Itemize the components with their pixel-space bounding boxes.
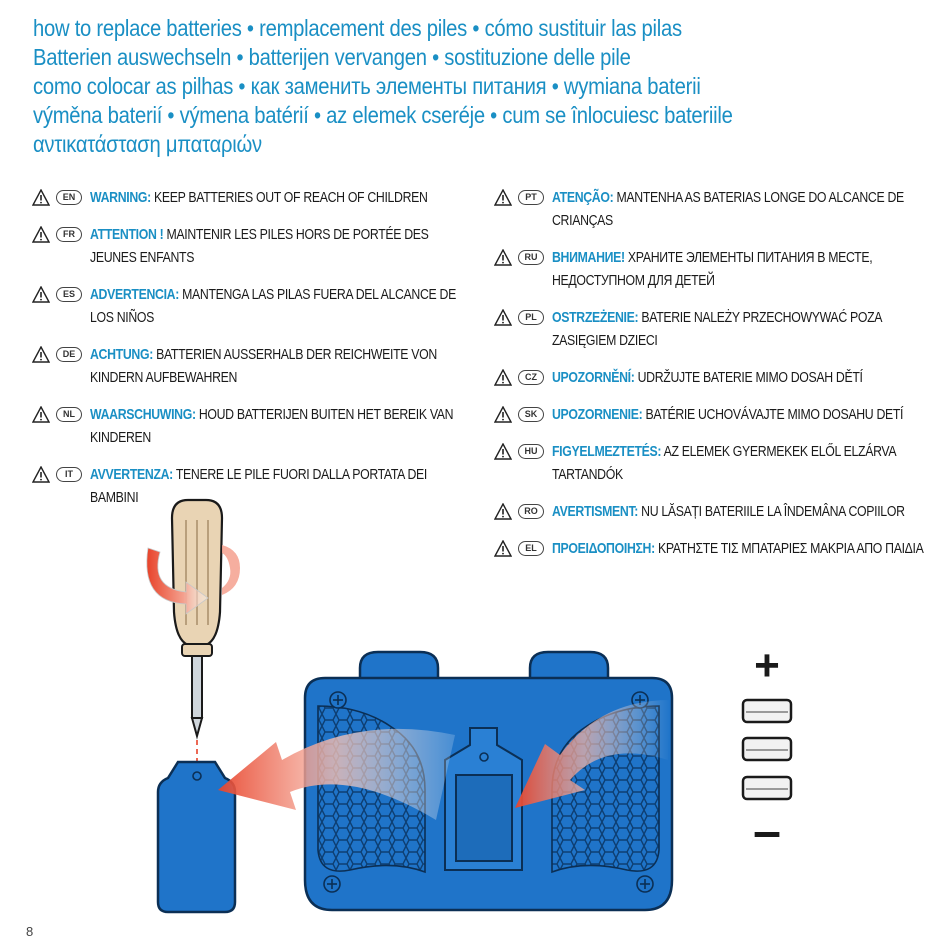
warning-message: MAINTENIR LES PILES HORS DE PORTÉE DES JEUNES ENFANTS <box>90 226 429 266</box>
language-code-badge: FR <box>56 227 82 242</box>
screwdriver-icon <box>172 500 222 770</box>
title-line: como colocar as pilhas • как заменить элементы питания • wymiana baterii <box>33 73 701 99</box>
warning-message: ХРАНИТЕ ЭЛЕМЕНТЫ ПИТАНИЯ В МЕСТЕ, НЕДОСТУПНОМ ДЛЯ ДЕТЕЙ <box>552 249 873 289</box>
warning-message: ΚΡΑΤΗΣΤΕ ΤΙΣ ΜΠΑΤΑΡΙΕΣ ΜΑΚΡΙΑ ΑΠΟ ΠΑΙΔΙΑ <box>654 540 924 557</box>
warning-keyword: ADVERTENCIA: <box>90 286 180 303</box>
battery-icon <box>743 777 791 799</box>
warning-keyword: AVVERTENZA: <box>90 466 173 483</box>
battery-stack <box>743 700 791 799</box>
warning-keyword: WARNING: <box>90 189 151 206</box>
warning-message: BATERIE NALEŻY PRZECHOWYWAĆ POZA ZASIĘGIEM DZIECI <box>552 309 882 349</box>
language-code-badge: SK <box>518 407 544 422</box>
warning-message: BATÉRIE UCHOVÁVAJTE MIMO DOSAHU DETÍ <box>642 406 904 423</box>
warning-keyword: UPOZORNENIE: <box>552 406 643 423</box>
warning-keyword: FIGYELMEZTETÉS: <box>552 443 662 460</box>
warning-message: MANTENGA LAS PILAS FUERA DEL ALCANCE DE LOS NIÑOS <box>90 286 456 326</box>
battery-icon <box>743 738 791 760</box>
warning-keyword: AVERTISMENT: <box>552 503 639 520</box>
page-number: 8 <box>26 924 34 939</box>
language-code-badge: ES <box>56 287 82 302</box>
plus-sign: + <box>754 641 780 690</box>
warning-message: AZ ELEMEK GYERMEKEK ELŐL ELZÁRVA TARTANDÓK <box>552 443 896 483</box>
warning-message: BATTERIEN AUSSERHALB DER REICHWEITE VON KINDERN AUFBEWAHREN <box>90 346 437 386</box>
minus-sign: – <box>753 803 781 859</box>
warning-message: NU LĂSAȚI BATERIILE LA ÎNDEMÂNA COPIILOR <box>638 503 905 520</box>
title-line: Batterien auswechseln • batterijen vervangen • sostituzione delle pile <box>33 44 631 70</box>
battery-icon <box>743 700 791 722</box>
warning-keyword: UPOZORNĚNÍ: <box>552 369 635 386</box>
warning-message: KEEP BATTERIES OUT OF REACH OF CHILDREN <box>150 189 428 206</box>
battery-cover <box>158 762 235 912</box>
language-code-badge: RU <box>518 250 544 265</box>
title-line: αντικατάσταση μπαταριών <box>33 131 262 157</box>
language-code-badge: IT <box>56 467 82 482</box>
warning-keyword: WAARSCHUWING: <box>90 406 196 423</box>
language-code-badge: NL <box>56 407 82 422</box>
warning-keyword: ВНИМАНИЕ! <box>552 249 625 266</box>
warning-keyword: ATTENTION ! <box>90 226 164 243</box>
title-line: how to replace batteries • remplacement des piles • cómo sustituir las pilas <box>33 15 682 41</box>
language-code-badge: PL <box>518 310 544 325</box>
warning-message: TENERE LE PILE FUORI DALLA PORTATA DEI BAMBINI <box>90 466 427 506</box>
language-code-badge: EN <box>56 190 82 205</box>
title-line: výměna baterií • výmena batérií • az elemek cseréje • cum se înlocuiesc bateriile <box>33 102 733 128</box>
language-code-badge: EL <box>518 541 544 556</box>
warning-message: MANTENHA AS BATERIAS LONGE DO ALCANCE DE CRIANÇAS <box>552 189 904 229</box>
warning-message: HOUD BATTERIJEN BUITEN HET BEREIK VAN KINDEREN <box>90 406 454 446</box>
warning-keyword: ATENÇÃO: <box>552 189 614 206</box>
warning-keyword: OSTRZEŻENIE: <box>552 309 639 326</box>
language-code-badge: HU <box>518 444 544 459</box>
warning-message: UDRŽUJTE BATERIE MIMO DOSAH DĚTÍ <box>634 369 863 386</box>
language-code-badge: RO <box>518 504 544 519</box>
language-code-badge: DE <box>56 347 82 362</box>
warning-keyword: ACHTUNG: <box>90 346 153 363</box>
language-code-badge: PT <box>518 190 544 205</box>
language-code-badge: CZ <box>518 370 544 385</box>
warning-keyword: ΠΡΟΕΙΔΟΠΟΙΗΣΗ: <box>552 540 655 557</box>
